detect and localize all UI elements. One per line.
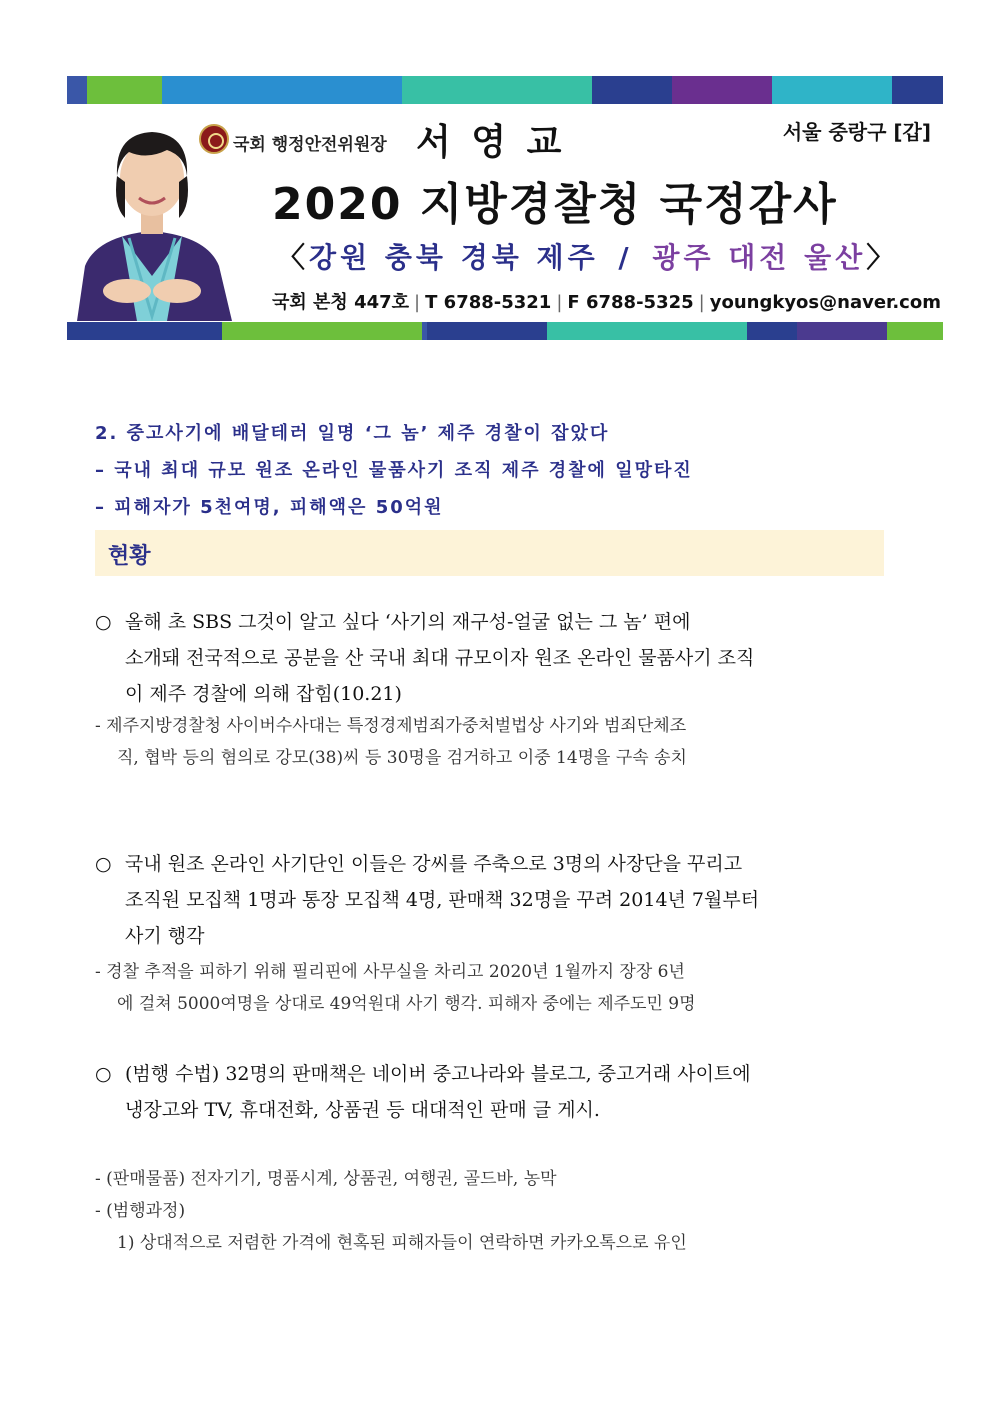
bullet-paragraph-3: ○ (범행 수법) 32명의 판매책은 네이버 중고나라와 블로그, 중고거래 사이트에 냉장고와 TV, 휴대전화, 상품권 등 대대적인 판매 글 게시.: [95, 1056, 903, 1128]
district-label: 서울 중랑구 [갑]: [782, 120, 931, 144]
phone-number: T 6788-5321: [425, 292, 552, 313]
region-close-bracket: 〉: [866, 241, 899, 274]
headline-sub-2: – 피해자가 5천여명, 피해액은 50억원: [95, 497, 444, 518]
banner-top-stripe: [67, 76, 943, 104]
region-open-bracket: 〈: [277, 241, 310, 274]
sub-paragraph-3: - (판매물품) 전자기기, 명품시계, 상품권, 여행권, 골드바, 농막 - (범행과정) 1) 상대적으로 저렴한 가격에 현혹된 피해자들이 연락하면 카카오톡으로 유인: [95, 1169, 687, 1253]
region-group-1: 강원 충북 경북 제주: [309, 241, 599, 274]
office-room: 국회 본청 447호: [272, 292, 410, 313]
sub-paragraph-2: - 경찰 추적을 피하기 위해 필리핀에 사무실을 차리고 2020년 1월까지 장장 6년 에 걸쳐 5000여명을 상대로 49억원대 사기 행각. 피해자 중에는 제주도민 9명: [95, 962, 696, 1014]
circle-bullet-icon: ○: [95, 1063, 112, 1085]
region-separator: /: [618, 241, 633, 274]
contact-info: 국회 본청 447호 | T 6788-5321 | F 6788-5325 | youngkyos@naver.com: [272, 292, 941, 313]
headline-main: 2. 중고사기에 배달테러 일명 ‘그 놈’ 제주 경찰이 잡았다: [95, 423, 610, 444]
lawmaker-name: 서 영 교: [416, 122, 566, 163]
circle-bullet-icon: ○: [95, 611, 112, 633]
header-banner: [67, 76, 943, 340]
headline-sub-1: – 국내 최대 규모 원조 온라인 물품사기 조직 제주 경찰에 일망타진: [95, 460, 693, 481]
banner-title: 2020 지방경찰청 국정감사: [272, 179, 838, 230]
region-group-2: 광주 대전 울산: [652, 241, 867, 274]
committee-title: 국회 행정안전위원장: [233, 135, 387, 155]
email-address[interactable]: youngkyos@naver.com: [709, 292, 941, 313]
bullet-paragraph-1: ○ 올해 초 SBS 그것이 알고 싶다 ‘사기의 재구성-얼굴 없는 그 놈’ 편에 소개돼 전국적으로 공분을 산 국내 최대 규모이자 원조 온라인 물품사기 조직 이 제주 경찰에 의해 잡힘(10.21): [95, 604, 903, 712]
section-header: [95, 530, 884, 576]
national-assembly-badge-icon: [199, 124, 229, 154]
banner-bottom-stripe: [67, 322, 943, 340]
fax-number: F 6788-5325: [567, 292, 694, 313]
section-title: 현황: [108, 544, 151, 569]
bullet-paragraph-2: ○ 국내 원조 온라인 사기단인 이들은 강씨를 주축으로 3명의 사장단을 꾸리고 조직원 모집책 1명과 통장 모집책 4명, 판매책 32명을 꾸려 2014년 7월부터 사기 행각: [95, 846, 903, 954]
circle-bullet-icon: ○: [95, 853, 112, 875]
sub-paragraph-1: - 제주지방경찰청 사이버수사대는 특정경제범죄가중처벌법상 사기와 범죄단체조 직, 협박 등의 혐의로 강모(38)씨 등 30명을 검거하고 이중 14명을 구속 송치: [95, 716, 687, 768]
region-list: [277, 236, 898, 276]
